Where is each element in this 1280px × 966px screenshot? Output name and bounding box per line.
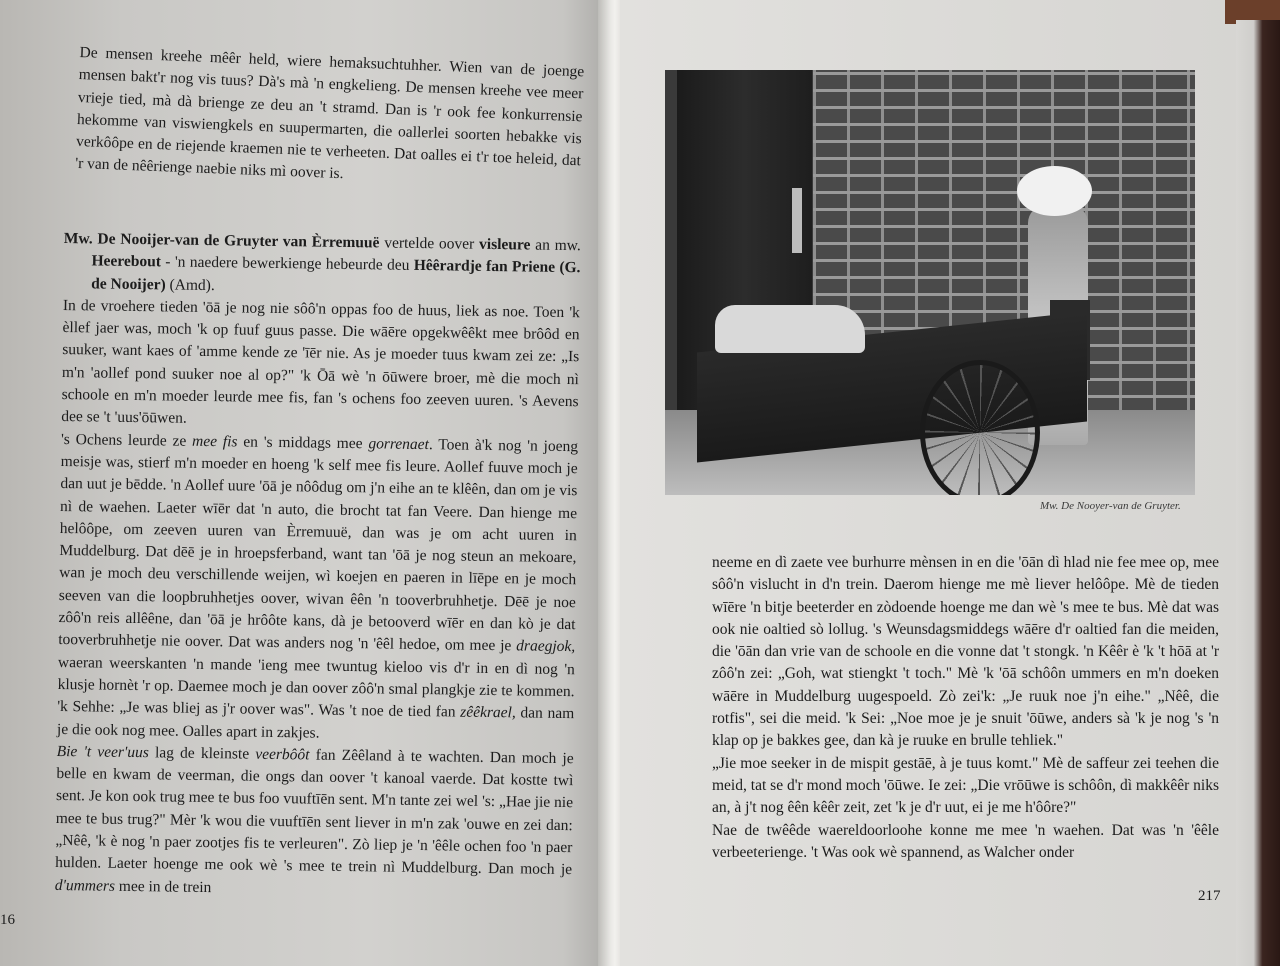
heading-text: - 'n naedere bewerkienge hebeurde deu — [160, 253, 414, 275]
heading-text: an mw. — [530, 236, 581, 255]
door-handle — [792, 188, 802, 253]
heading-narrator: Mw. De Nooijer-van de Gruyter van Èrremuuë — [63, 229, 380, 252]
left-page-story — [55, 228, 581, 904]
left-page-opening-paragraph — [75, 42, 585, 195]
italic-term: gorrenaet — [368, 434, 430, 453]
text-run: lag de kleinste — [148, 744, 256, 763]
photo-caption: Mw. De Nooyer-van de Gruyter. — [1040, 500, 1181, 512]
story-heading — [63, 228, 581, 302]
right-paragraph-1: neeme en dì zaete vee burhurre mènsen in en die 'ōān dì hlad nie fee mee op, mee sôô'n vislucht in d'n trein. Daerom hienge me mè liever helôôpe. Mè de tieden wīēre 'n bitje beeterder en zòdoende hoenge me dan wè 's mee te bus. Mè dat was ook nie oaltied sò lollug. 's Weunsdagsmiddegs wāēre d'r oaltied fan die meiden, die 'ōān dan vrie van de schoole en die vonne dat 't stongk. 'n Kêêr è 'k 't hōā at 'r zôô'n zei: „Goh, wat stiengkt 't toch." Mè 'k 'ōā schôôn ummers en m'n doeken wāēre in Muddelburg uugespoeld. Zò zei'k: „Je ruuk noe j'n eihe." „Nêê, die rotfis", sei die meid. 'k Sei: „Noe moe je je snuit 'ōūwe, anders sà 'k je nog 's 'n klap op je bakkes gee, dan kà je ruuke en brulle tehliek." — [712, 554, 1219, 750]
left-page-number: 16 — [0, 912, 15, 928]
heading-interviewer: Heerebout — [91, 252, 162, 271]
italic-term: zêêkrael, — [460, 703, 516, 722]
story-paragraph-3 — [55, 741, 574, 904]
text-run: mee in de trein — [114, 877, 212, 896]
italic-term: mee fis — [191, 432, 238, 451]
heading-text: vertelde oover — [379, 234, 480, 253]
right-paragraph-2: „Jie moe seeker in de mispit gestāē, à je tuus komt." Mè de saffeur zei teehen die meid, tat se d'r mond moch 'ōūwe. Ie zei: „Die vrōūwe is schôôn, dì makkêêr niks an, à j't nog êên kêêr zeit, zet 'k je d'r uut, ei je me h'ôôre?" — [712, 754, 1219, 817]
book-cover-edge — [1236, 20, 1280, 966]
text-run: dan nam je die ook nog mee. Oalles apart in zakjes. — [56, 704, 575, 742]
heading-text: (Amd). — [165, 276, 215, 294]
text-run: . Toen à'k nog 'n joeng meisje was, stierf m'n moeder en hoeng 'k self mee fis leure. Aollef fuuve moch je dan uut je bēdde. 'n Aollef uure 'ōā je nôôdug om j'n eihe an te klêên, dan om je vis nì de waehen. Laeter wīēr dat 'n auto, die brocht tat fan Veere. Dan hienge me helôôpe, om zeeven uuren van Èrremuuë, dan was je om acht uuren in Muddelburg. Dat dēē je in hroepsferband, want tan 'ōā je nog steun an mekoare, wan je moch deu verschillende weijen, wì koejen en paeren in līēpe en je moch seeven van die loopbruhhetjes oover, wivan êên 'n tooverbruhhetje. Dēē je noe zôô'n reis allêêne, dan 'ōā je hrôôte kans, dà je betooverd wīēr en dan kò je dat tooverbruhhetje nie oover. Dat was anders nog 'n 'êêl hedoe, om mee je — [58, 435, 579, 655]
italic-term: veerbôôt — [255, 745, 310, 764]
heading-topic: visleure — [478, 235, 531, 254]
heading-editor: Hêêrardje fan Priene (G. de Nooijer) — [91, 257, 581, 294]
story-paragraph-1: In de vroehere tieden 'ōā je nog nie sôô'n oppas foo de huus, liek as noe. Toen 'k èllef jaer was, moch 'k op fuuf guus passe. Die wāēre opgekwêêkt mee brôôd en suuker, want kaes of 'amme kende ze 'īēr nie. As je moeder tuus kwam zei ze: „Is m'n 'aollef pond suuker noe al op?" 'k Ōā wè 'n ōūwere broer, mè die moch nì schoole en m'n moeder leurde mee fis, fan 's ochens foo zeeven uuren. 's Aevens dee se 't 'uus'ōūwen. — [61, 296, 580, 428]
text-run: en 's middags mee — [237, 433, 369, 452]
right-paragraph-3: Nae de twêêde waereldoorloohe konne me mee 'n waehen. Dat was 'n 'êêle verbeeterienge. 't Was ook wè spannend, as Walcher onder — [712, 821, 1219, 861]
paragraph-text: De mensen kreehe mêêr held, wiere hemaksuchtuhher. Wien van de joenge mensen bakt'r nog vis tuus? Dà's mà 'n engkelieng. De mensen kreehe vee meer vrieje tied, mà dà brienge ze deu an 't stramd. Dan is 'r ook fee konkurrensie hekomme van viswiengkels en suupermarten, die oallerlei soorten hebakke vis verkôôpe en de riejende kraemen nie te verheeten. Dat oalles ei t'r toe heleid, dat 'r van de nêêrienge naebie niks mì oover is. — [74, 43, 585, 183]
cart-wheel — [920, 360, 1040, 495]
right-page-text — [712, 552, 1219, 864]
italic-term: d'ummers — [54, 876, 116, 895]
text-run: 's Ochens leurde ze — [60, 430, 193, 450]
right-page-number: 217 — [1198, 888, 1221, 904]
bonnet — [1017, 166, 1092, 216]
story-paragraph-2 — [57, 429, 578, 748]
cart-cloth — [715, 305, 865, 353]
historic-photo — [665, 70, 1195, 495]
text-run: waeran weerskanten 'n mande 'ieng mee twuntug kieloo vis d'r in en dì nog 'n klusje hornèt 'r op. Daemee moch je dan oover zôô'n smal plangkje zie te kommen. 'k Sehhe: „Je was bliej as j'r oover was". Was 't noe de tied fan — [57, 653, 576, 721]
text-run: fan Zêêland à te wachten. Dan moch je belle en kwam de veerman, die ongs dan oover 't kanoal vaerde. Dat kostte twì sent. Je kon ook trug mee te bus foo vuuftīēn sent. M'n tante zei wel 's: „Hae jie nie mee te bus trug?" Mèr 'k wou die vuuftīēn sent liever in m'n zak 'ouwe en zei dan: „Nêê, 'k è nog 'n paer zootjes fis te verleuren". Zò liep je 'n 'êêle ochen foo 'n paer hulden. Laeter hoenge me ook wè 's mee te trein nì Muddelburg. Dan moch je — [55, 746, 574, 879]
italic-term: Bie 't veer'uus — [56, 742, 149, 762]
italic-term: draegjok, — [516, 637, 576, 656]
